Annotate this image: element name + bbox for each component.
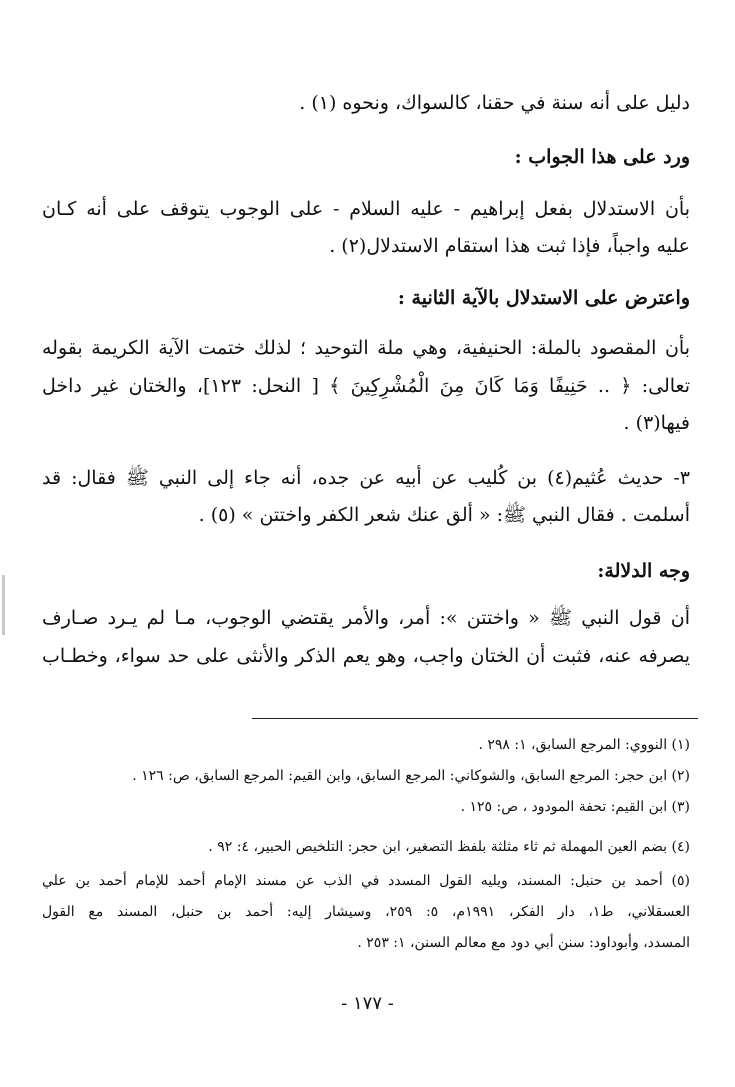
section-heading: وجه الدلالة: [597, 560, 690, 582]
paragraph-line: تعالى: ﴿ .. حَنِيفًا وَمَا كَانَ مِنَ الْمُشْرِكِينَ ﴾ [ النحل: ١٢٣]، والختان غير داخل [42, 375, 690, 397]
paragraph-line: عليه واجباً، فإذا ثبت هذا استقام الاستدلال(٢) . [329, 235, 690, 257]
footnote-separator [252, 718, 698, 719]
paragraph-line: أسلمت . فقال النبي ﷺ: « ألق عنك شعر الكفر واختتن » (٥) . [198, 504, 690, 526]
paragraph-line: بأن الاستدلال بفعل إبراهيم - عليه السلام - على الوجوب يتوقف على أنه كـان [42, 198, 690, 220]
footnote: (٤) بضم العين المهملة ثم ثاء مثلثة بلفظ التصغير، ابن حجر: التلخيص الحبير، ٤: ٩٢ . [208, 839, 690, 855]
page-number: - ١٧٧ - [341, 993, 394, 1014]
paragraph-line: فيها(٣) . [623, 412, 690, 434]
footnote: (٥) أحمد بن حنبل: المسند، ويليه القول المسدد في الذب عن مسند الإمام أحمد للإمام أحمد بن علي [42, 873, 690, 889]
footnote-continuation: العسقلاني، ط١، دار الفكر، ١٩٩١م، ٥: ٢٥٩، وسيشار إليه: أحمد بن حنبل، المسند مع القول [42, 904, 691, 920]
paragraph-line: أن قول النبي ﷺ « واختتن »: أمر، والأمر يقتضي الوجوب، مـا لم يـرد صـارف [42, 607, 690, 629]
footnote-continuation: المسدد، وأبوداود: سنن أبي دود مع معالم السنن، ١: ٢٥٣ . [357, 935, 690, 951]
paragraph-line: يصرفه عنه، فثبت أن الختان واجب، وهو يعم الذكر والأنثى على حد سواء، وخطـاب [42, 645, 690, 667]
paragraph-line: ٣- حديث عُثيم(٤) بن كُليب عن أبيه عن جده، أنه جاء إلى النبي ﷺ فقال: قد [42, 467, 690, 489]
scan-margin-mark [2, 575, 5, 635]
section-heading: واعترض على الاستدلال بالآية الثانية : [397, 287, 690, 309]
paragraph-line: دليل على أنه سنة في حقنا، كالسواك، ونحوه (١) . [299, 92, 690, 114]
footnote: (٣) ابن القيم: تحفة المودود ، ص: ١٢٥ . [460, 799, 690, 815]
section-heading: ورد على هذا الجواب : [514, 146, 690, 168]
paragraph-line: بأن المقصود بالملة: الحنيفية، وهي ملة التوحيد ؛ لذلك ختمت الآية الكريمة بقوله [42, 337, 690, 359]
footnote: (١) النووي: المرجع السابق، ١: ٢٩٨ . [478, 737, 690, 753]
footnote: (٢) ابن حجر: المرجع السابق، والشوكاني: المرجع السابق، وابن القيم: المرجع السابق، ص: ١٢٦ . [132, 768, 690, 784]
